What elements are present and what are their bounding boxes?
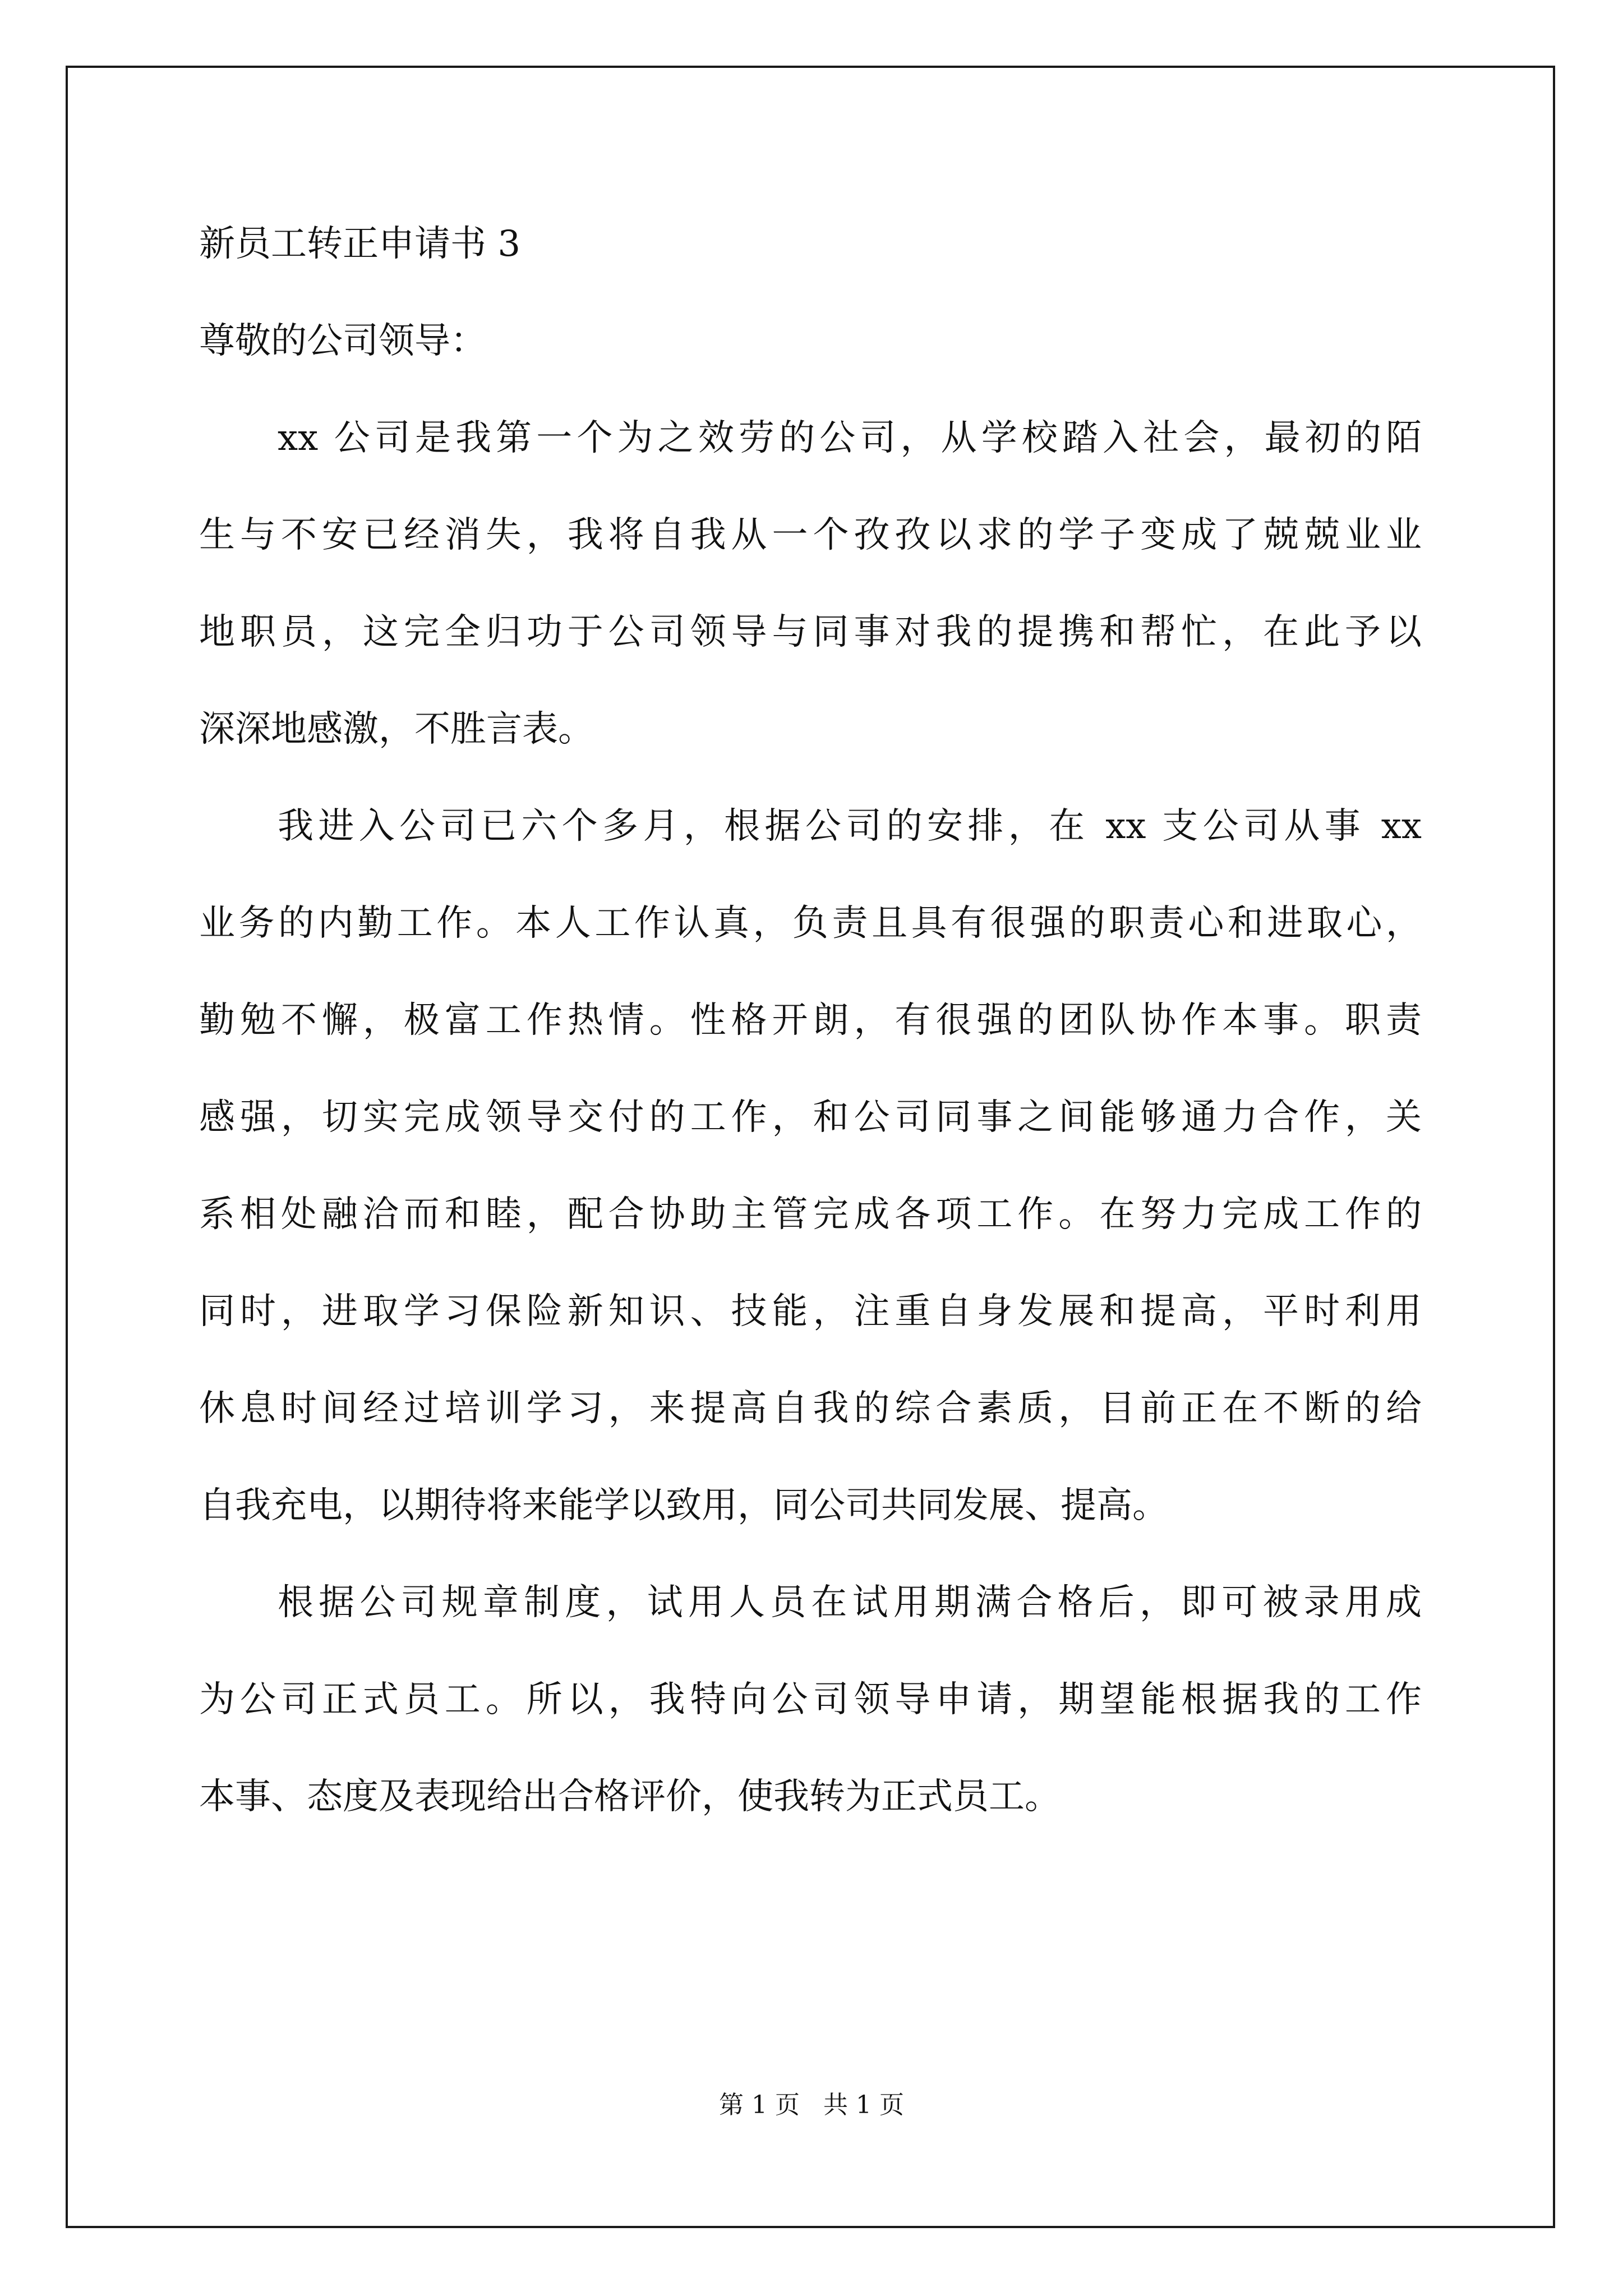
paragraph-line: 系相处融洽而和睦，配合协助主管完成各项工作。在努力完成工作的 <box>199 1194 1422 1235</box>
paragraph-1 <box>199 416 1422 804</box>
page-footer: 第 1 页 共 1 页 <box>719 2091 904 2119</box>
paragraph-line: 根据公司规章制度，试用人员在试用期满合格后，即可被录用成 <box>278 1582 1422 1623</box>
paragraph-line: 我进入公司已六个多月，根据公司的安排，在 xx 支公司从事 xx <box>278 806 1422 847</box>
paragraph-line: xx 公司是我第一个为之效劳的公司，从学校踏入社会，最初的陌 <box>278 417 1422 459</box>
document-title: 新员工转正申请书 3 <box>199 223 521 265</box>
document-body <box>199 222 1422 1871</box>
paragraph-line: 同时，进取学习保险新知识、技能，注重自身发展和提高，平时利用 <box>199 1291 1422 1332</box>
paragraph-line: 地职员，这完全归功于公司领导与同事对我的提携和帮忙，在此予以 <box>199 611 1422 653</box>
paragraph-line: 感强，切实完成领导交付的工作，和公司同事之间能够通力合作，关 <box>199 1097 1422 1138</box>
paragraph-line: 自我充电，以期待将来能学以致用，同公司共同发展、提高。 <box>199 1485 1168 1526</box>
paragraph-line: 生与不安已经消失，我将自我从一个孜孜以求的学子变成了兢兢业业 <box>199 514 1422 556</box>
paragraph-line: 勤勉不懈，极富工作热情。性格开朗，有很强的团队协作本事。职责 <box>199 1000 1422 1041</box>
paragraph-line: 为公司正式员工。所以，我特向公司领导申请，期望能根据我的工作 <box>199 1679 1422 1720</box>
paragraph-line: 深深地感激，不胜言表。 <box>199 708 594 750</box>
paragraph-line: 业务的内勤工作。本人工作认真，负责且具有很强的职责心和进取心， <box>199 903 1422 944</box>
paragraph-line: 本事、态度及表现给出合格评价，使我转为正式员工。 <box>199 1776 1061 1818</box>
salutation: 尊敬的公司领导： <box>199 320 486 362</box>
paragraph-2 <box>199 804 1422 1580</box>
paragraph-line: 休息时间经过培训学习，来提高自我的综合素质，目前正在不断的给 <box>199 1388 1422 1429</box>
paragraph-3 <box>199 1580 1422 1871</box>
